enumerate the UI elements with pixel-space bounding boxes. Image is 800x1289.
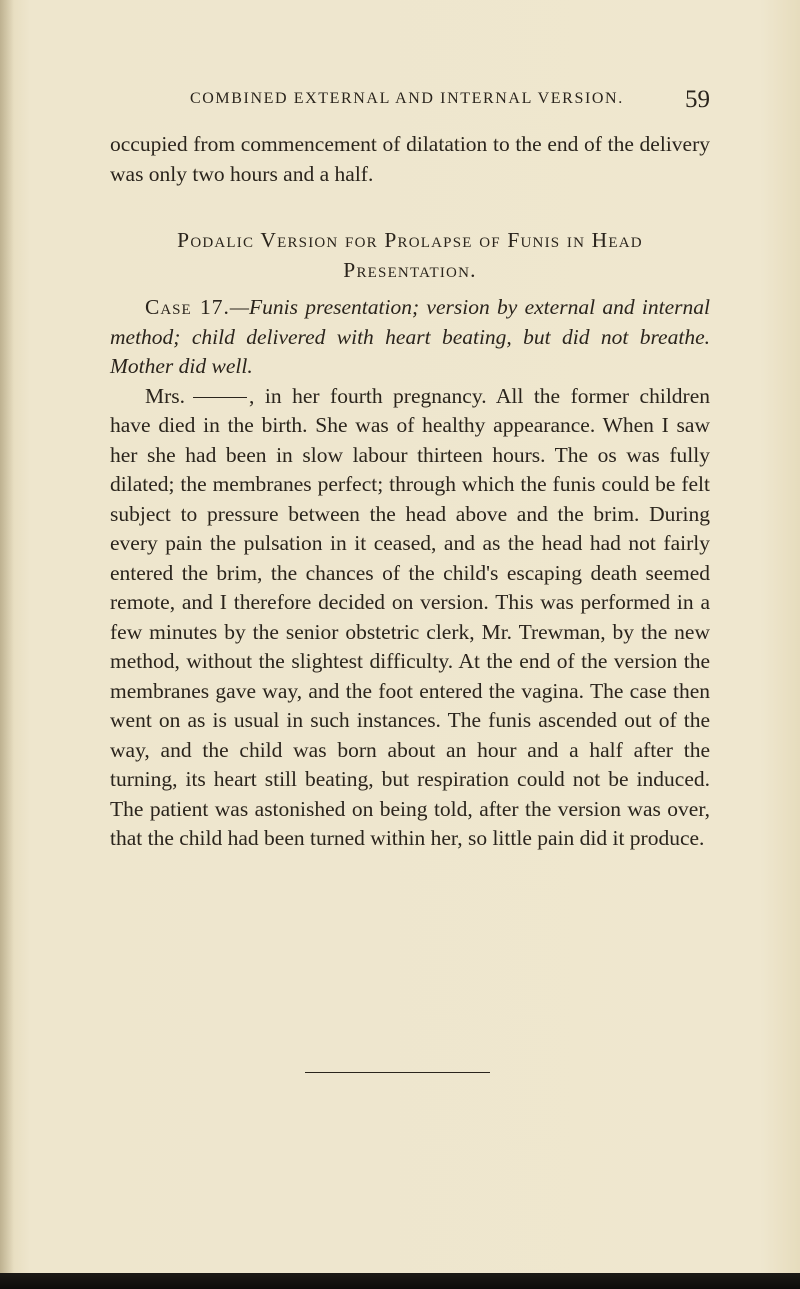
case-paragraph (110, 293, 710, 382)
page-number: 59 (685, 86, 710, 113)
case-label: Case 17. (145, 295, 230, 319)
case-summary: —Funis presentation; version by external and internal method; child delivered with heart beating, but did not breathe. Mother did well. (110, 295, 710, 378)
section-heading (110, 226, 710, 285)
text-block (110, 130, 710, 854)
body-paragraph (110, 382, 710, 854)
end-rule (305, 1072, 490, 1073)
name-redaction-dash (193, 397, 247, 398)
scan-bottom-edge (0, 1273, 800, 1289)
section-heading-line-2: Presentation. (343, 257, 477, 282)
running-title: COMBINED EXTERNAL AND INTERNAL VERSION. (190, 90, 624, 107)
body-text: , in her fourth pregnancy. All the former children have died in the birth. She was of healthy appearance. When I saw her she had been in slow labour thirteen hours. The os was fully dilated; the membranes perfect; through which the funis could be felt subject to pressure between the head above and the brim. During every pain the pulsation in it ceased, and as the head had not fairly entered the brim, the chances of the child's escaping death seemed remote, and I therefore decided on version. This was performed in a few minutes by the senior obstetric clerk, Mr. Trewman, by the new method, without the slightest difficulty. At the end of the version the membranes gave way, and the foot entered the vagina. The case then went on as is usual in such instances. The funis ascended out of the way, and the child was born about an hour and a half after the turning, its heart still beating, but respiration could not be induced. The patient was astonished on being told, after the version was over, that the child had been turned within her, so little pain did it produce. (110, 383, 710, 850)
running-head (110, 86, 710, 116)
binding-shadow (0, 0, 14, 1289)
continuation-paragraph: occupied from commencement of dilatation to the end of the delivery was only two hours and a half. (110, 132, 710, 186)
section-heading-line-1: Podalic Version for Prolapse of Funis in Head (177, 228, 643, 252)
patient-prefix: Mrs. (145, 383, 186, 408)
